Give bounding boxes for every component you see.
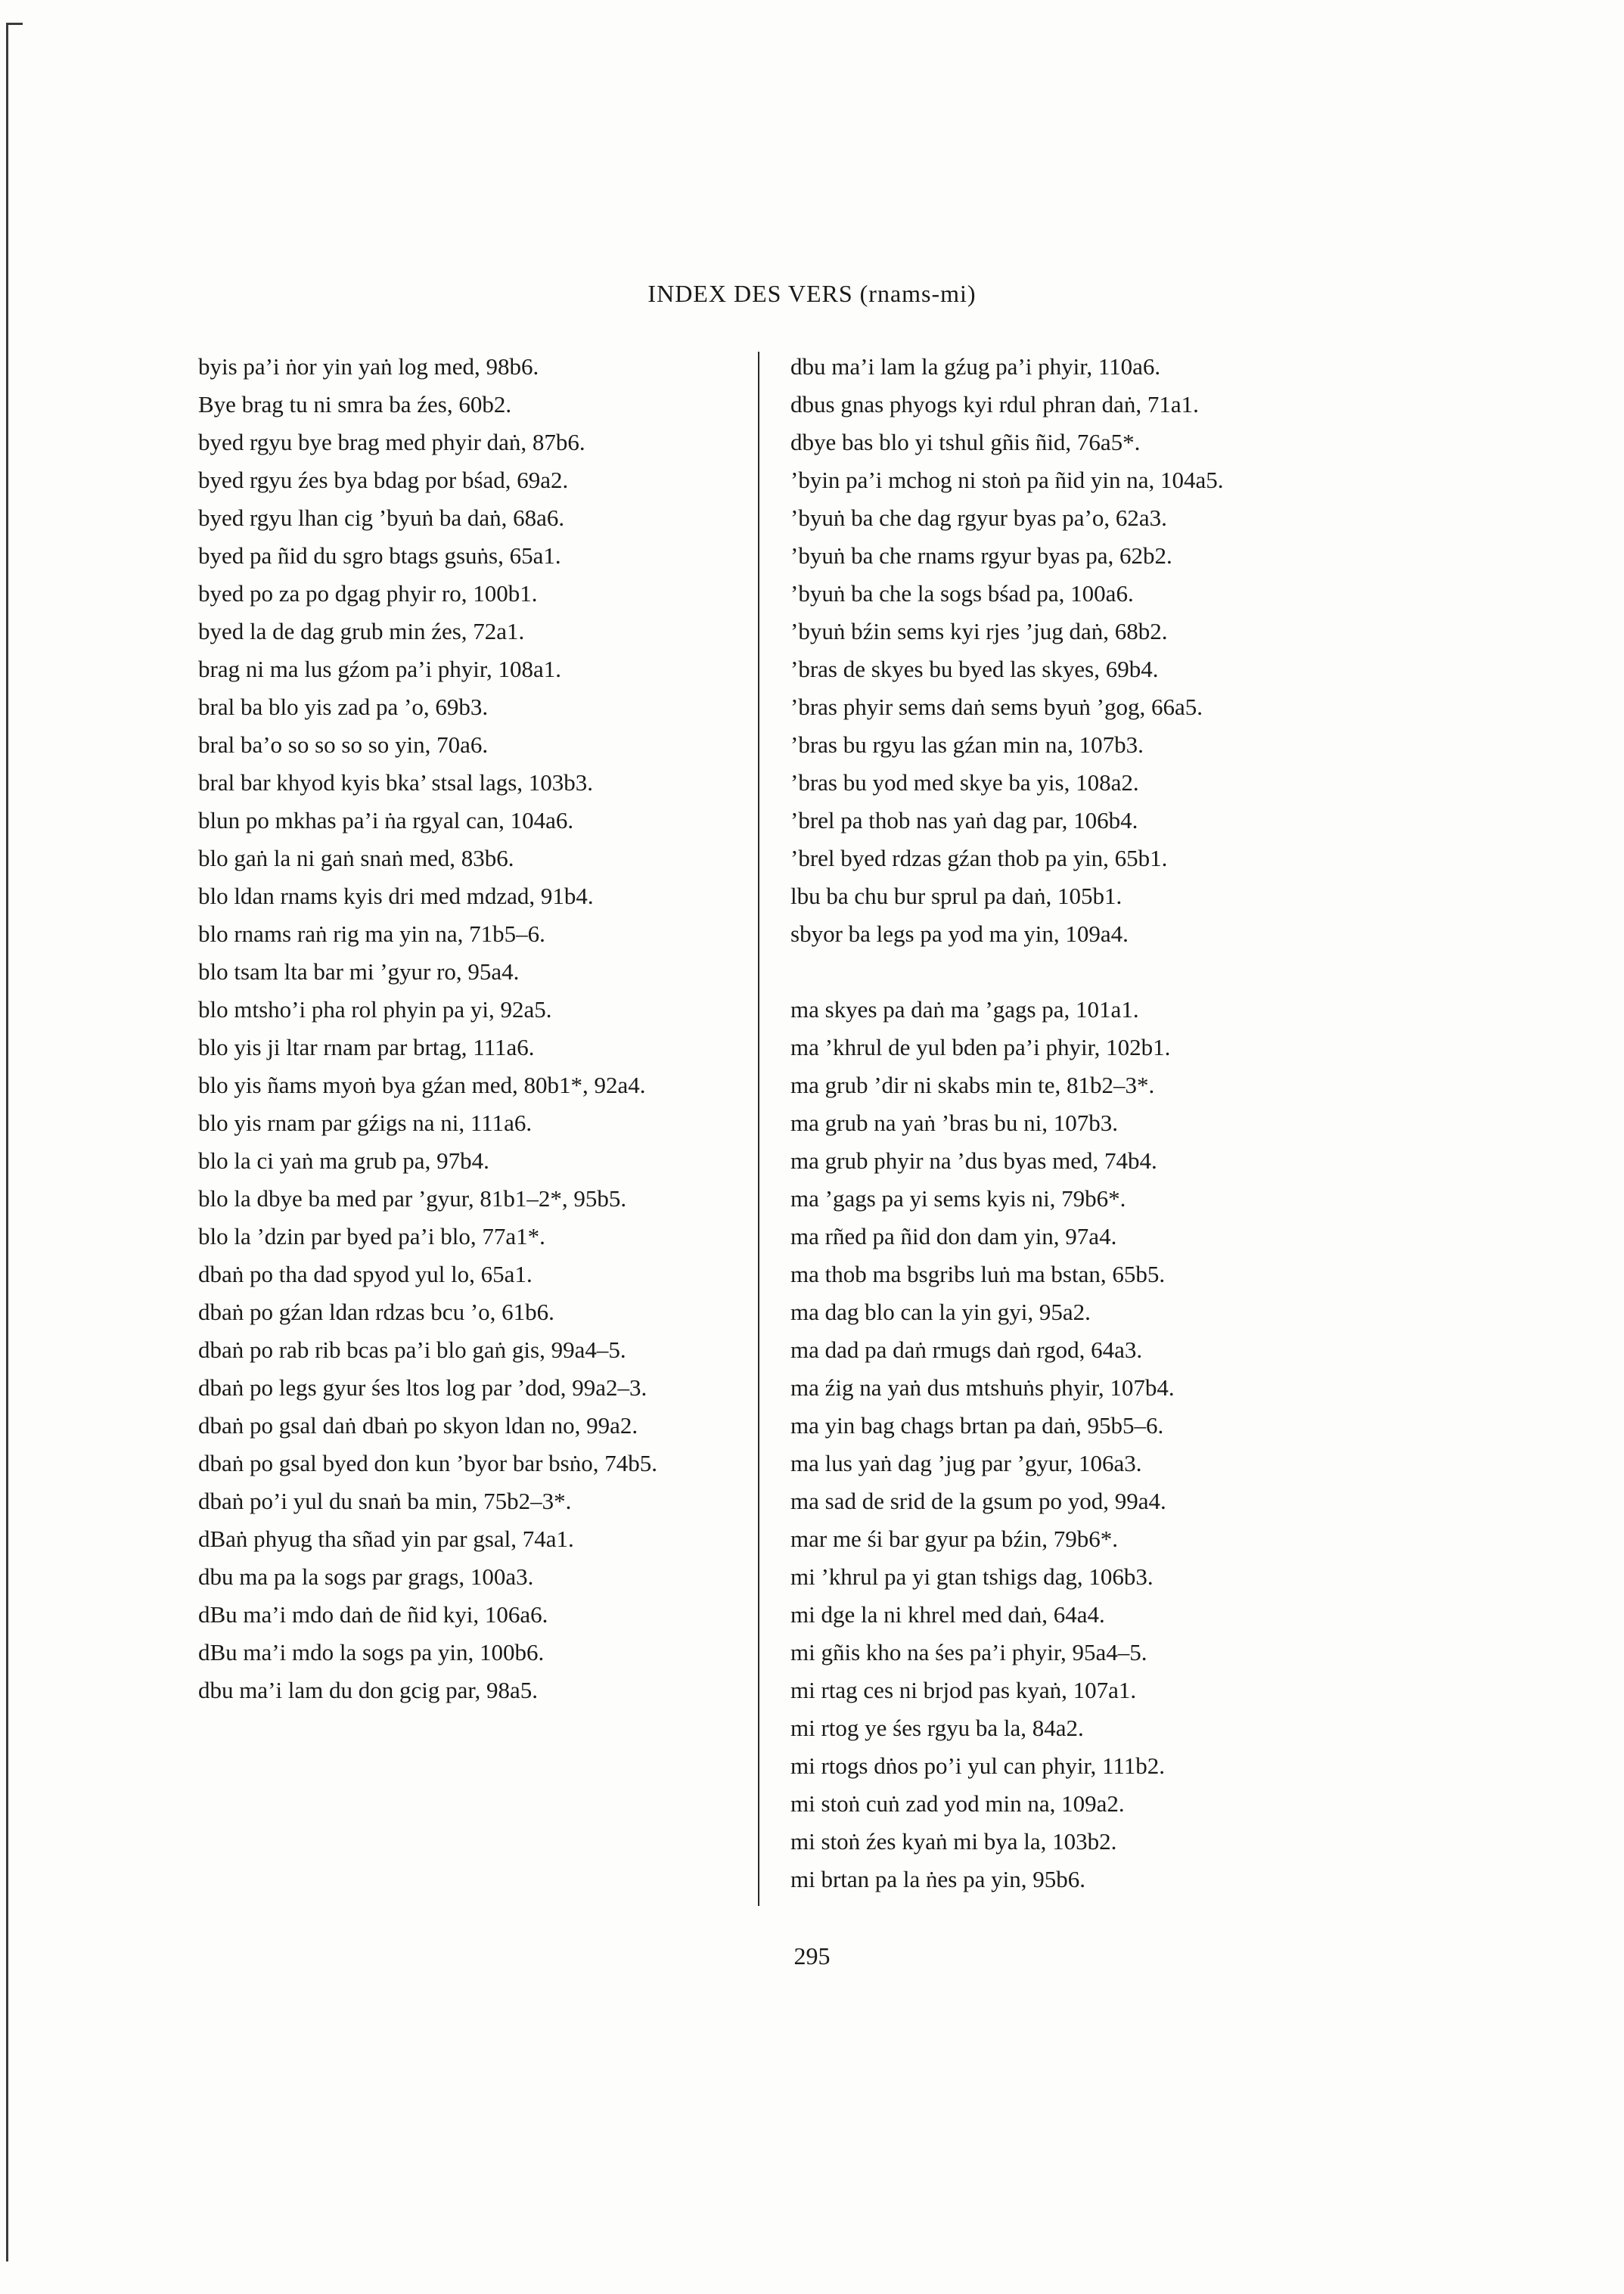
index-entry: blo la dbye ba med par ’gyur, 81b1–2*, 95b5. [198, 1185, 627, 1212]
index-entry: ma yin bag chags brtan pa daṅ, 95b5–6. [790, 1412, 1164, 1439]
index-entry: bral ba’o so so so so yin, 70a6. [198, 731, 489, 758]
index-entry: mar me śi bar gyur pa bźin, 79b6*. [790, 1526, 1119, 1552]
index-entry: mi dge la ni khrel med daṅ, 64a4. [790, 1601, 1105, 1628]
index-entry: ma grub ’dir ni skabs min te, 81b2–3*. [790, 1072, 1155, 1098]
index-entry: mi ’khrul pa yi gtan tshigs dag, 106b3. [790, 1563, 1154, 1590]
index-entry: ’byuṅ bźin sems kyi rjes ’jug daṅ, 68b2. [790, 618, 1168, 644]
index-entry: dbaṅ po’i yul du snaṅ ba min, 75b2–3*. [198, 1488, 572, 1514]
index-entry: dbaṅ po legs gyur śes ltos log par ’dod, 99a2–3. [198, 1374, 647, 1401]
index-entry: blo yis rnam par gźigs na ni, 111a6. [198, 1110, 533, 1136]
index-entry: dBaṅ phyug tha sñad yin par gsal, 74a1. [198, 1526, 574, 1552]
index-entry: blo rnams raṅ rig ma yin na, 71b5–6. [198, 920, 545, 947]
index-entry: dbu ma’i lam du don gcig par, 98a5. [198, 1677, 539, 1703]
index-entry: dbye bas blo yi tshul gñis ñid, 76a5*. [790, 429, 1141, 455]
index-entry: mi stoṅ źes kyaṅ mi bya la, 103b2. [790, 1828, 1117, 1855]
index-entry: byed rgyu źes bya bdag por bśad, 69a2. [198, 467, 569, 493]
index-entry: mi rtag ces ni brjod pas kyaṅ, 107a1. [790, 1677, 1137, 1703]
index-entry: ma grub phyir na ’dus byas med, 74b4. [790, 1147, 1157, 1174]
index-entry: dbaṅ po rab rib bcas pa’i blo gaṅ gis, 99a4–5. [198, 1336, 626, 1363]
index-entry: mi rtogs dṅos po’i yul can phyir, 111b2. [790, 1752, 1166, 1779]
index-entry: ma źig na yaṅ dus mtshuṅs phyir, 107b4. [790, 1374, 1175, 1401]
binding-edge-tick [6, 23, 23, 25]
index-entry: blun po mkhas pa’i ṅa rgyal can, 104a6. [198, 807, 574, 833]
index-entry: ma grub na yaṅ ’bras bu ni, 107b3. [790, 1110, 1119, 1136]
index-entry: dbaṅ po tha dad spyod yul lo, 65a1. [198, 1261, 533, 1287]
index-entry: byed rgyu lhan cig ’byuṅ ba daṅ, 68a6. [198, 504, 565, 531]
column-divider [758, 352, 759, 1906]
index-entry: ’byin pa’i mchog ni stoṅ pa ñid yin na, 104a5. [790, 467, 1224, 493]
index-entry: byed po za po dgag phyir ro, 100b1. [198, 580, 538, 607]
index-entry: Bye brag tu ni smra ba źes, 60b2. [198, 391, 512, 418]
index-entry: dBu ma’i mdo daṅ de ñid kyi, 106a6. [198, 1601, 548, 1628]
index-entry: ’byuṅ ba che dag rgyur byas pa’o, 62a3. [790, 504, 1167, 531]
index-entry: ma dag blo can la yin gyi, 95a2. [790, 1299, 1091, 1325]
index-entry: ma skyes pa daṅ ma ’gags pa, 101a1. [790, 996, 1139, 1023]
index-entry: mi stoṅ cuṅ zad yod min na, 109a2. [790, 1790, 1125, 1817]
page-number: 295 [793, 1942, 831, 1970]
index-entry: blo tsam lta bar mi ’gyur ro, 95a4. [198, 958, 520, 985]
index-entry: dbu ma pa la sogs par grags, 100a3. [198, 1563, 534, 1590]
index-entry: blo yis ji ltar rnam par brtag, 111a6. [198, 1034, 535, 1060]
index-entry: byed la de dag grub min źes, 72a1. [198, 618, 525, 644]
index-entry: ma ’gags pa yi sems kyis ni, 79b6*. [790, 1185, 1126, 1212]
index-entry: dbus gnas phyogs kyi rdul phran daṅ, 71a1. [790, 391, 1199, 418]
index-entry: lbu ba chu bur sprul pa daṅ, 105b1. [790, 883, 1123, 909]
index-entry: dBu ma’i mdo la sogs pa yin, 100b6. [198, 1639, 545, 1665]
index-entry: ma sad de srid de la gsum po yod, 99a4. [790, 1488, 1166, 1514]
index-entry: ma lus yaṅ dag ’jug par ’gyur, 106a3. [790, 1450, 1142, 1476]
group-gap [790, 953, 1365, 991]
index-entry: dbu ma’i lam la gźug pa’i phyir, 110a6. [790, 353, 1161, 380]
index-entry: ’bras phyir sems daṅ sems byuṅ ’gog, 66a5. [790, 694, 1203, 720]
right-column-group-a [790, 348, 1365, 953]
binding-edge-line [6, 23, 8, 2261]
index-entry: byed pa ñid du sgro btags gsuṅs, 65a1. [198, 542, 561, 569]
index-entry: ’bras de skyes bu byed las skyes, 69b4. [790, 656, 1159, 682]
running-head: INDEX DES VERS (rnams-mi) [647, 280, 977, 307]
index-entry: bral ba blo yis zad pa ’o, 69b3. [198, 694, 489, 720]
index-entry: mi gñis kho na śes pa’i phyir, 95a4–5. [790, 1639, 1147, 1665]
index-entry: mi brtan pa la ṅes pa yin, 95b6. [790, 1866, 1085, 1892]
index-entry: dbaṅ po gźan ldan rdzas bcu ’o, 61b6. [198, 1299, 554, 1325]
index-entry: brag ni ma lus gźom pa’i phyir, 108a1. [198, 656, 562, 682]
index-entry: ’byuṅ ba che rnams rgyur byas pa, 62b2. [790, 542, 1172, 569]
index-entry: ma rñed pa ñid don dam yin, 97a4. [790, 1223, 1117, 1249]
index-entry: ’bras bu rgyu las gźan min na, 107b3. [790, 731, 1144, 758]
index-entry: bral bar khyod kyis bka’ stsal lags, 103b3. [198, 769, 594, 796]
right-index-column [790, 348, 1365, 1898]
index-entry: byed rgyu bye brag med phyir daṅ, 87b6. [198, 429, 585, 455]
index-entry: blo la ci yaṅ ma grub pa, 97b4. [198, 1147, 489, 1174]
index-entry: blo mtsho’i pha rol phyin pa yi, 92a5. [198, 996, 552, 1023]
left-index-column [198, 348, 773, 1709]
index-entry: ’brel pa thob nas yaṅ dag par, 106b4. [790, 807, 1138, 833]
index-entry: ma dad pa daṅ rmugs daṅ rgod, 64a3. [790, 1336, 1143, 1363]
index-entry: blo yis ñams myoṅ bya gźan med, 80b1*, 92a4. [198, 1072, 646, 1098]
index-entry: sbyor ba legs pa yod ma yin, 109a4. [790, 920, 1129, 947]
index-entry: dbaṅ po gsal byed don kun ’byor bar bsṅo, 74b5. [198, 1450, 657, 1476]
index-entry: blo gaṅ la ni gaṅ snaṅ med, 83b6. [198, 845, 514, 871]
right-column-group-b [790, 991, 1365, 1898]
index-entry: ’brel byed rdzas gźan thob pa yin, 65b1. [790, 845, 1168, 871]
index-entry: ma ’khrul de yul bden pa’i phyir, 102b1. [790, 1034, 1171, 1060]
index-entry: byis pa’i ṅor yin yaṅ log med, 98b6. [198, 353, 539, 380]
index-entry: ma thob ma bsgribs luṅ ma bstan, 65b5. [790, 1261, 1166, 1287]
index-entry: dbaṅ po gsal daṅ dbaṅ po skyon ldan no, 99a2. [198, 1412, 638, 1439]
index-entry: ’bras bu yod med skye ba yis, 108a2. [790, 769, 1139, 796]
index-entry: ’byuṅ ba che la sogs bśad pa, 100a6. [790, 580, 1134, 607]
index-entry: blo ldan rnams kyis dri med mdzad, 91b4. [198, 883, 594, 909]
index-entry: mi rtog ye śes rgyu ba la, 84a2. [790, 1715, 1084, 1741]
index-entry: blo la ’dzin par byed pa’i blo, 77a1*. [198, 1223, 545, 1249]
